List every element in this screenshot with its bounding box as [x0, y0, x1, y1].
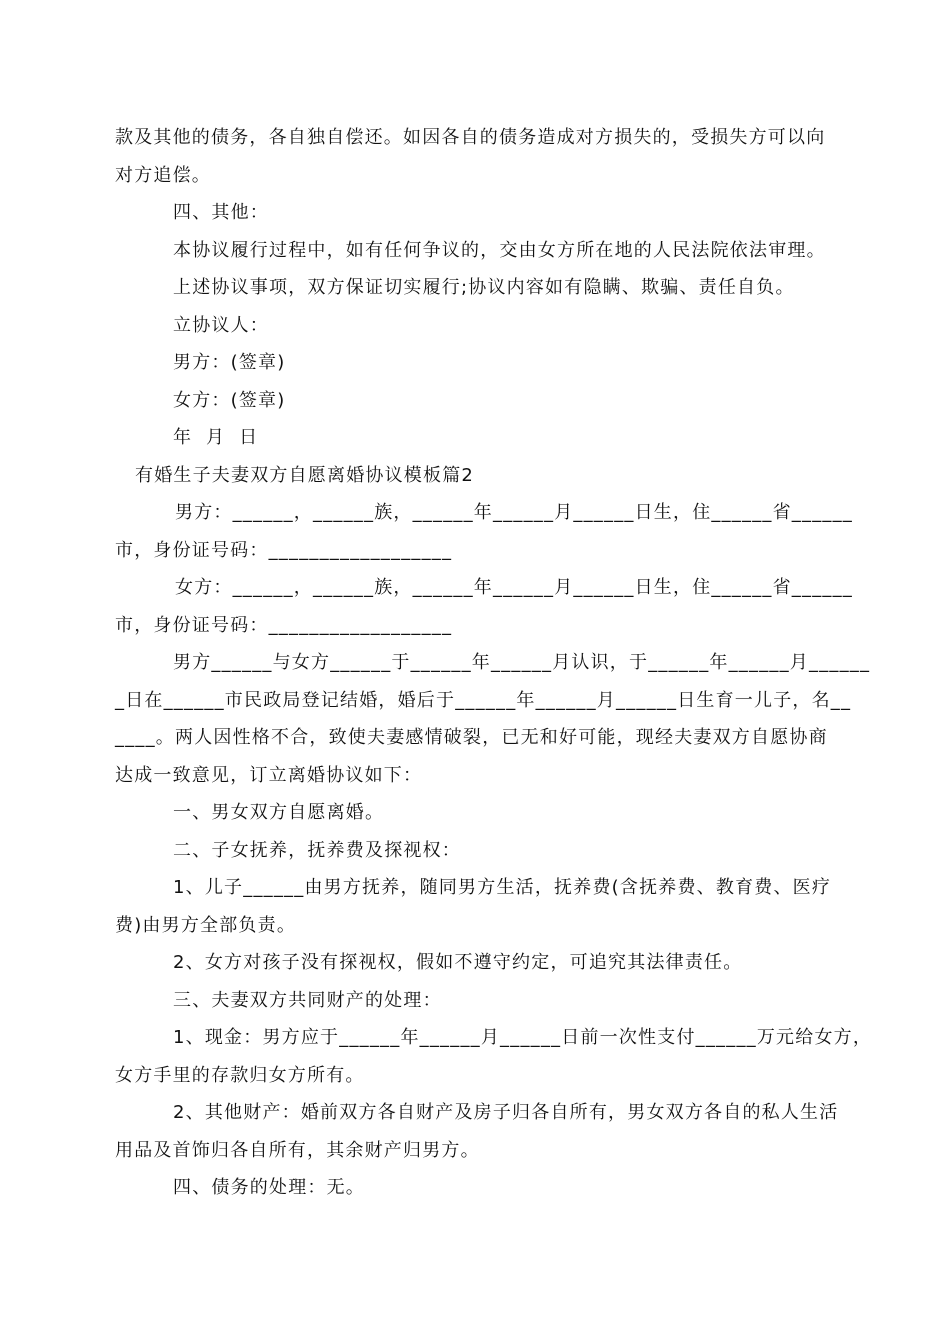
wife-id-line: 市，身份证号码：__________________ [115, 615, 453, 636]
signatories-label: 立协议人： [173, 315, 269, 336]
paragraph-line: 对方追偿。 [115, 165, 211, 186]
paragraph-line: 达成一致意见，订立离婚协议如下： [115, 765, 423, 786]
template-title: 有婚生子夫妻双方自愿离婚协议模板篇2 [135, 465, 475, 486]
clause-line: 三、夫妻双方共同财产的处理： [173, 990, 442, 1011]
clause-line: 二、子女抚养，抚养费及探视权： [173, 840, 461, 861]
clause-line: 用品及首饰归各自所有，其余财产归男方。 [115, 1140, 480, 1161]
clause-line: 四、债务的处理：无。 [173, 1177, 365, 1198]
husband-info-line: 男方：______，______族，______年______月______日生，住______省______ [175, 502, 853, 523]
clause-line: 女方手里的存款归女方所有。 [115, 1065, 365, 1086]
clause-line: 1、儿子______由男方抚养，随同男方生活，抚养费(含抚养费、教育费、医疗 [173, 877, 832, 898]
wife-info-line: 女方：______，______族，______年______月______日生，住______省______ [175, 577, 853, 598]
clause-line: 一、男女双方自愿离婚。 [173, 802, 385, 823]
paragraph-line: 本协议履行过程中，如有任何争议的，交由女方所在地的人民法院依法审理。 [173, 240, 826, 261]
husband-id-line: 市，身份证号码：__________________ [115, 540, 453, 561]
paragraph-line: 上述协议事项，双方保证切实履行;协议内容如有隐瞒、欺骗、责任自负。 [173, 277, 795, 298]
clause-line: 2、其他财产：婚前双方各自财产及房子归各自所有，男女双方各自的私人生活 [173, 1102, 839, 1123]
clause-line: 费)由男方全部负责。 [115, 915, 297, 936]
husband-signature-line: 男方：(签章) [173, 352, 286, 373]
section-heading: 四、其他： [173, 202, 269, 223]
paragraph-line: ____。两人因性格不合，致使夫妻感情破裂，已无和好可能，现经夫妻双方自愿协商 [115, 727, 828, 748]
paragraph-line: _日在______市民政局登记结婚，婚后于______年______月______日生育一儿子，名__ [115, 690, 852, 711]
paragraph-line: 男方______与女方______于______年______月认识，于______年______月______ [173, 652, 871, 673]
clause-line: 2、女方对孩子没有探视权，假如不遵守约定，可追究其法律责任。 [173, 952, 743, 973]
clause-line: 1、现金：男方应于______年______月______日前一次性支付______万元给女方， [173, 1027, 873, 1048]
paragraph-line: 款及其他的债务，各自独自偿还。如因各自的债务造成对方损失的，受损失方可以向 [115, 127, 826, 148]
wife-signature-line: 女方：(签章) [173, 390, 286, 411]
date-line: 年 月 日 [173, 427, 259, 448]
